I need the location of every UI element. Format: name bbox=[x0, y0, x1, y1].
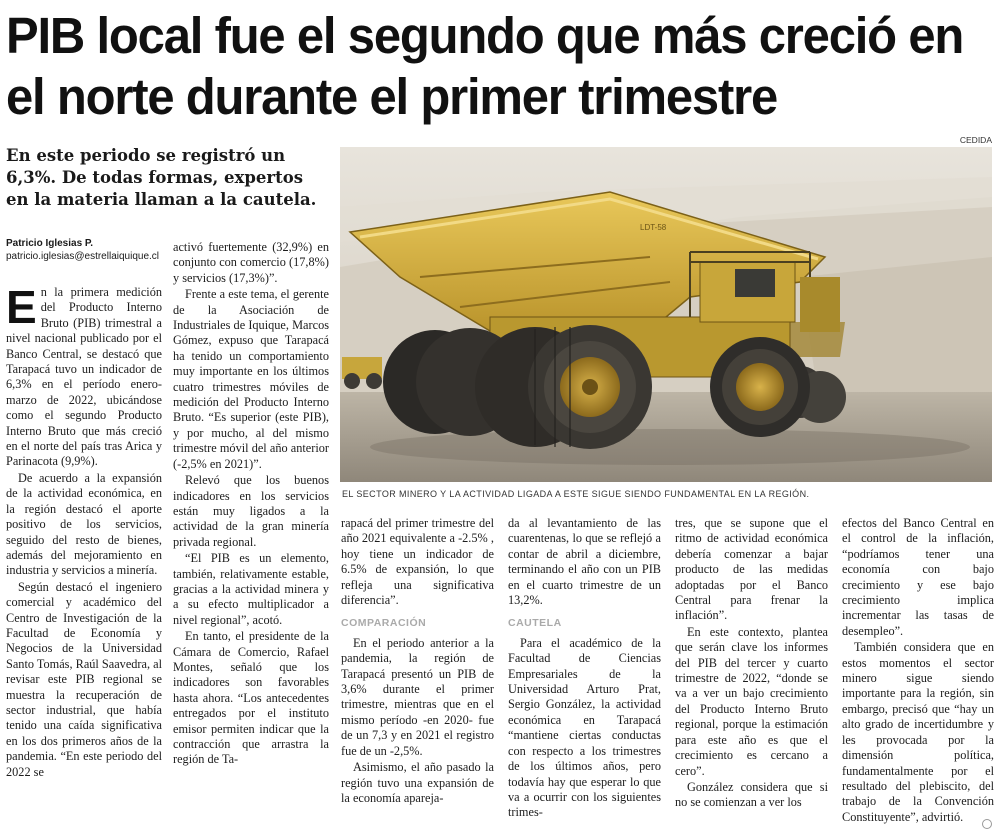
author-email[interactable]: patricio.iglesias@estrellaiquique.cl bbox=[6, 251, 160, 262]
paragraph bbox=[6, 281, 162, 470]
article-column-1 bbox=[6, 281, 163, 781]
paragraph: “El PIB es un elemento, también, relativamente estable, gracias a la actividad minera y a su efecto multiplicador a nivel regional”, acotó. bbox=[173, 551, 329, 627]
photo-caption: EL SECTOR MINERO Y LA ACTIVIDAD LIGADA A ESTE SIGUE SIENDO FUNDAMENTAL EN LA REGIÓN. bbox=[342, 489, 810, 499]
article-column-4 bbox=[508, 516, 661, 822]
paragraph: De acuerdo a la expansión de la actividad económica, en la región destacó el aporte positivo de los servicios, seguido del resto de bienes, además del mejoramiento en industria y servicios a minería. bbox=[6, 470, 162, 578]
paragraph: En este contexto, plantea que serán clave los informes del PIB del tercer y cuarto trimestre de 2022, “donde se va a ver un bajo crecimiento del Producto Interno Bruto regional, porque la estimación para este año es que el crecimiento es cercano a cero”. bbox=[675, 624, 828, 778]
paragraph: González considera que si no se comienzan a ver los bbox=[675, 779, 828, 810]
photo-credit: CEDIDA bbox=[959, 135, 992, 145]
paragraph: da al levantamiento de las cuarentenas, lo que se reflejó a contar de abril a diciembre, terminando el año con un PIB en el cuarto trimestre de un 13,2%. bbox=[508, 516, 661, 608]
paragraph: tres, que se supone que el ritmo de actividad económica debería comenzar a bajar producto de las medidas adoptadas por el Banco Central para frenar la inflación”. bbox=[675, 516, 828, 623]
paragraph: rapacá del primer trimestre del año 2021 equivalente a -2.5% , hoy tiene un indicador de 6.5% de expansión, lo que refleja una significativa diferencia”. bbox=[341, 516, 494, 608]
subhead-comparacion: COMPARACIÓN bbox=[341, 617, 427, 630]
article-column-6 bbox=[842, 516, 994, 826]
paragraph: efectos del Banco Central en el control de la inflación, “podríamos tener una economía con bajo crecimiento y ese bajo crecimiento implica incrementar las tasas de desempleo”. bbox=[842, 516, 994, 638]
byline bbox=[6, 237, 166, 263]
mining-truck-photo bbox=[340, 147, 992, 482]
article-column-5 bbox=[675, 516, 828, 812]
end-of-article-icon bbox=[982, 819, 992, 829]
author-name: Patricio Iglesias P. bbox=[6, 238, 94, 249]
article-headline: PIB local fue el segundo que más creció en el norte durante el primer trimestre bbox=[6, 8, 964, 126]
subhead-cautela: CAUTELA bbox=[508, 617, 562, 630]
paragraph: También considera que en estos momentos el sector minero sigue siendo importante para la región, sin embargo, precisó que “hay un alto grado de incertidumbre y les provocada por la dimensión política, fundamentalmente por el resultado del plebiscito, del trabajo de la Convención Constituyente”, advirtió. bbox=[842, 640, 994, 824]
paragraph: Para el académico de la Facultad de Ciencias Empresariales de la Universidad Arturo Prat, Sergio González, la actividad económica en Tarapacá “mantiene ciertas conductas con respecto a los trimestres de los últimos años, pero todavía hay que esperar lo que va a ocurrir con los siguientes trimes- bbox=[508, 635, 661, 820]
paragraph: En el periodo anterior a la pandemia, la región de Tarapacá presentó un PIB de 3,6% durante el primer trimestre, mientras que en el mismo período -en 2020- fue de un 7,3 y en 2021 el registro fue de un -2,5%. bbox=[341, 635, 494, 758]
mining-truck-illustration bbox=[340, 147, 992, 482]
drop-cap: E bbox=[6, 281, 37, 333]
truck-number-label: LDT-58 bbox=[640, 223, 667, 232]
paragraph-text: n la primera medición del Producto Interno Bruto (PIB) trimestral a nivel nacional publicado por el Banco Central, se destacó que Tarapacá tuvo un indicador de 6,3% en el período enero-marzo de 2022, ubicándose como el segundo Producto Interno Bruto que más creció en el norte del país tras Arica y Parinacota (9,9%). bbox=[6, 285, 162, 469]
paragraph: En tanto, el presidente de la Cámara de Comercio, Rafael Montes, señaló que los indicadores son favorables hasta ahora. “Los antecedentes entregados por el instituto emisor permiten indicar que la contracción que arrastra la región de Ta- bbox=[173, 629, 329, 767]
paragraph: Relevó que los buenos indicadores en los servicios están muy ligados a la actividad de la gran minería privada regional. bbox=[173, 473, 329, 549]
article-column-2 bbox=[173, 240, 329, 769]
paragraph: activó fuertemente (32,9%) en conjunto con comercio (17,8%) y servicios (17,3%)”. bbox=[173, 240, 329, 285]
paragraph: Asimismo, el año pasado la región tuvo una expansión de la economía apareja- bbox=[341, 760, 494, 805]
paragraph: Según destacó el ingeniero comercial y académico del Centro de Investigación de la Facultad de Economía y Negocios de la Universidad Santo Tomás, Raúl Saavedra, al revisar este PIB regional se muestra la recuperación de sector industrial, que había tenido una caída significativa en los dos primeros años de la pandemia. “En este periodo del 2022 se bbox=[6, 579, 163, 779]
article-column-3 bbox=[341, 516, 494, 807]
article-lead: En este periodo se registró un 6,3%. De todas formas, expertos en la materia llaman a la cautela. bbox=[6, 146, 317, 209]
paragraph: Frente a este tema, el gerente de la Asociación de Industriales de Iquique, Marcos Gómez, expuso que Tarapacá ha tenido un comportamiento muy importante en los últimos cuatro trimestres móviles de medición del Producto Interno Bruto. “Es superior (este PIB), y por mucho, al del mismo trimestre móvil del año anterior (-2,5% en 2021)”. bbox=[173, 287, 329, 471]
